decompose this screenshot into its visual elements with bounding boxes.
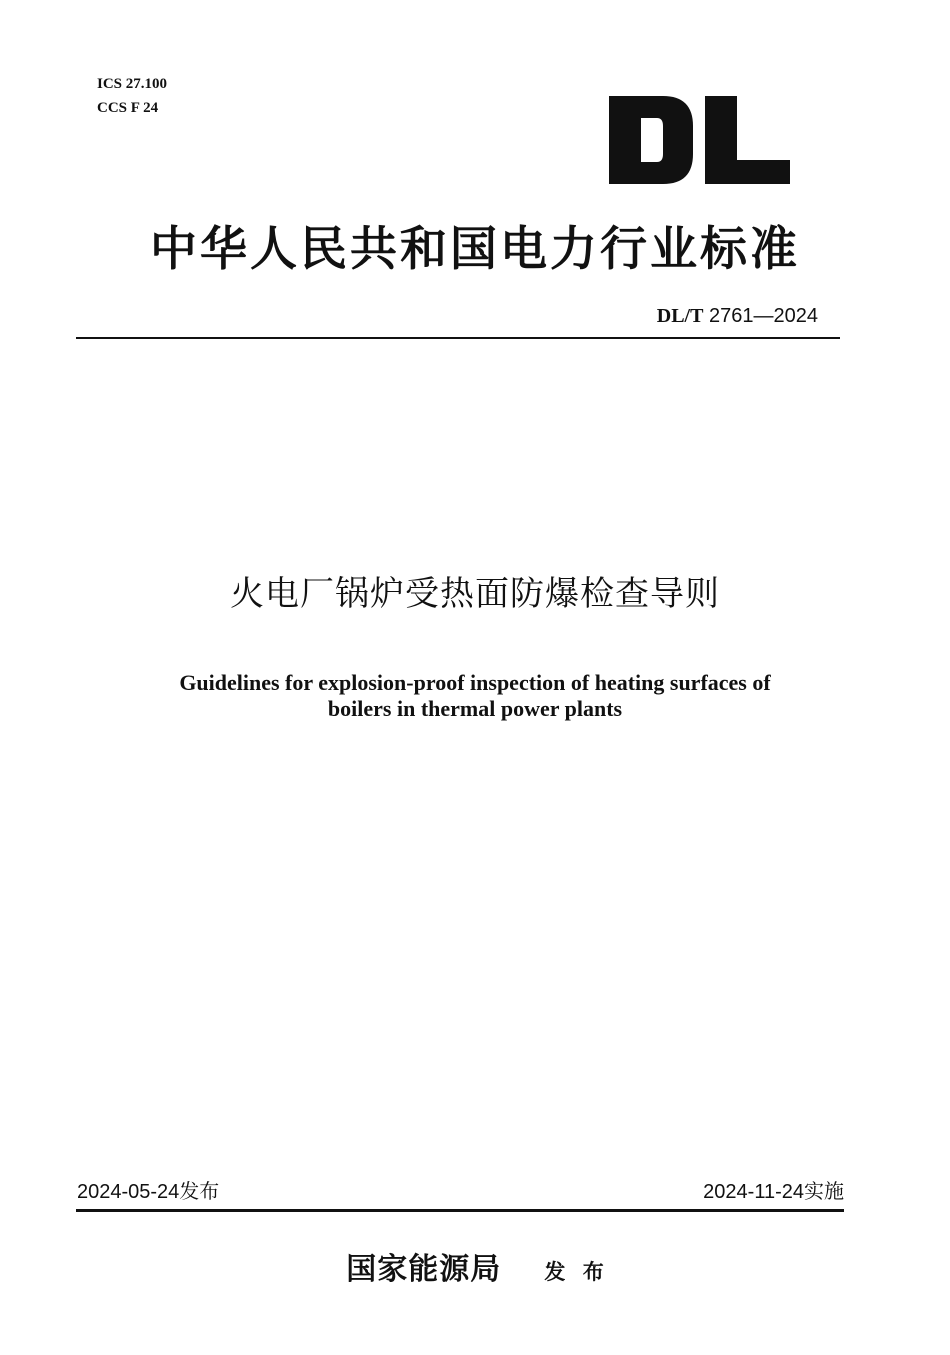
dl-logo-graphic — [605, 90, 795, 190]
standard-category-title: 中华人民共和国电力行业标准 — [150, 222, 800, 277]
document-title-cn: 火电厂锅炉受热面防爆检查导则 — [230, 574, 720, 614]
standard-number-prefix: DL/T — [656, 305, 704, 327]
bottom-divider — [76, 1209, 844, 1212]
standard-number-value: 2761—2024 — [709, 305, 818, 327]
ics-code: ICS 27.100 — [97, 76, 168, 92]
publisher-action: 发 布 — [544, 1260, 604, 1284]
implementation-date: 2024-11-24实施 — [703, 1181, 844, 1203]
publisher-line — [0, 1244, 950, 1288]
standard-number — [657, 303, 818, 329]
document-title-en: Guidelines for explosion-proof inspection of heating surfaces of boilers in thermal power plants — [179, 670, 771, 721]
publisher-name: 国家能源局 — [346, 1252, 502, 1287]
issue-date: 2024-05-24发布 — [77, 1181, 220, 1203]
dl-logo — [605, 90, 795, 190]
ccs-code: CCS F 24 — [97, 100, 159, 116]
classification-codes — [97, 72, 167, 120]
top-divider — [76, 337, 840, 339]
